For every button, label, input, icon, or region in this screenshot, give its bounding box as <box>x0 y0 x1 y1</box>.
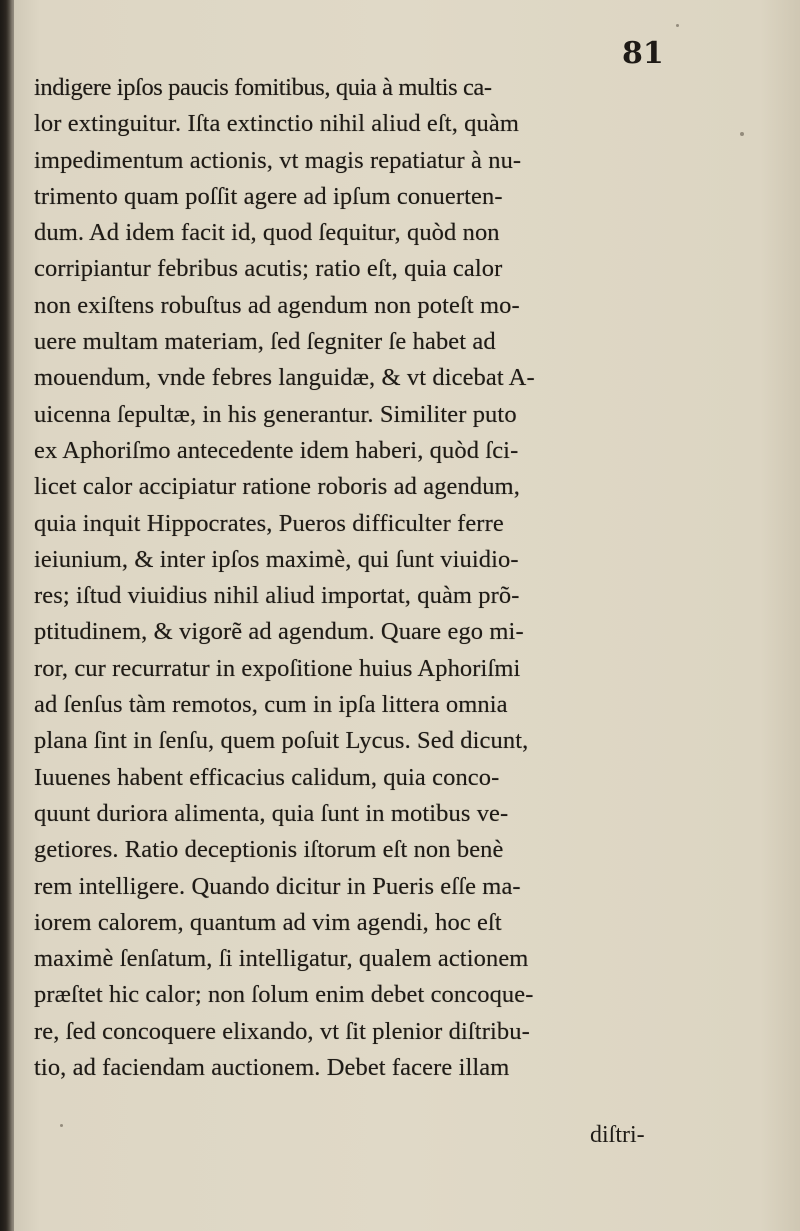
text-line: præſtet hic calor; non ſolum enim debet concoque- <box>34 981 534 1009</box>
text-line: rem intelligere. Quando dicitur in Pueris eſſe ma- <box>34 872 521 900</box>
text-line: dum. Ad idem facit id, quod ſequitur, quòd non <box>34 219 500 247</box>
text-line: impedimentum actionis, vt magis repatiatur à nu- <box>34 146 522 174</box>
text-line: mouendum, vnde febres languidæ, & vt dicebat A- <box>34 364 535 392</box>
text-line: quia inquit Hippocrates, Pueros difficulter ferre <box>34 509 504 537</box>
text-line: ieiunium, & inter ipſos maximè, qui ſunt viuidio- <box>34 545 519 573</box>
page-number: 81 <box>622 36 664 71</box>
paper-speck <box>60 1124 63 1127</box>
text-line: ror, cur recurratur in expoſitione huius Aphoriſmi <box>34 654 521 682</box>
text-line: plana ſint in ſenſu, quem poſuit Lycus. Sed dicunt, <box>34 727 529 755</box>
text-line: licet calor accipiatur ratione roboris ad agendum, <box>34 473 520 501</box>
text-line: quunt duriora alimenta, quia ſunt in motibus ve- <box>34 799 509 827</box>
catchword: diſtri- <box>590 1122 645 1148</box>
text-line: corripiantur febribus acutis; ratio eſt, quia calor <box>34 255 503 283</box>
text-line: uicenna ſepultæ, in his generantur. Similiter puto <box>34 400 517 428</box>
text-line: ex Aphoriſmo antecedente idem haberi, quòd ſci- <box>34 436 519 464</box>
text-line: getiores. Ratio deceptionis iſtorum eſt non benè <box>34 836 504 864</box>
text-line: re, ſed concoquere elixando, vt ſit plenior diſtribu- <box>34 1017 530 1045</box>
text-line: Iuuenes habent efficacius calidum, quia conco- <box>34 763 500 791</box>
text-line: res; iſtud viuidius nihil aliud importat, quàm prõ- <box>34 582 520 610</box>
paper-speck <box>676 24 679 27</box>
body-text <box>34 70 714 1086</box>
text-line: maximè ſenſatum, ſi intelligatur, qualem actionem <box>34 945 529 973</box>
paper-speck <box>740 132 744 136</box>
text-line: lor extinguitur. Iſta extinctio nihil aliud eſt, quàm <box>34 110 519 138</box>
text-line: indigere ipſos paucis fomitibus, quia à multis ca- <box>34 74 492 101</box>
text-line: ptitudinem, & vigorẽ ad agendum. Quare ego mi- <box>34 618 524 646</box>
text-line: uere multam materiam, ſed ſegniter ſe habet ad <box>34 328 496 356</box>
text-line: trimento quam poſſit agere ad ipſum conuerten- <box>34 182 503 210</box>
text-line: iorem calorem, quantum ad vim agendi, hoc eſt <box>34 908 502 936</box>
text-line: ad ſenſus tàm remotos, cum in ipſa littera omnia <box>34 691 508 719</box>
text-line: tio, ad faciendam auctionem. Debet facere illam <box>34 1054 510 1082</box>
gutter-shadow <box>0 0 14 1231</box>
text-line: non exiſtens robuſtus ad agendum non poteſt mo- <box>34 291 520 319</box>
